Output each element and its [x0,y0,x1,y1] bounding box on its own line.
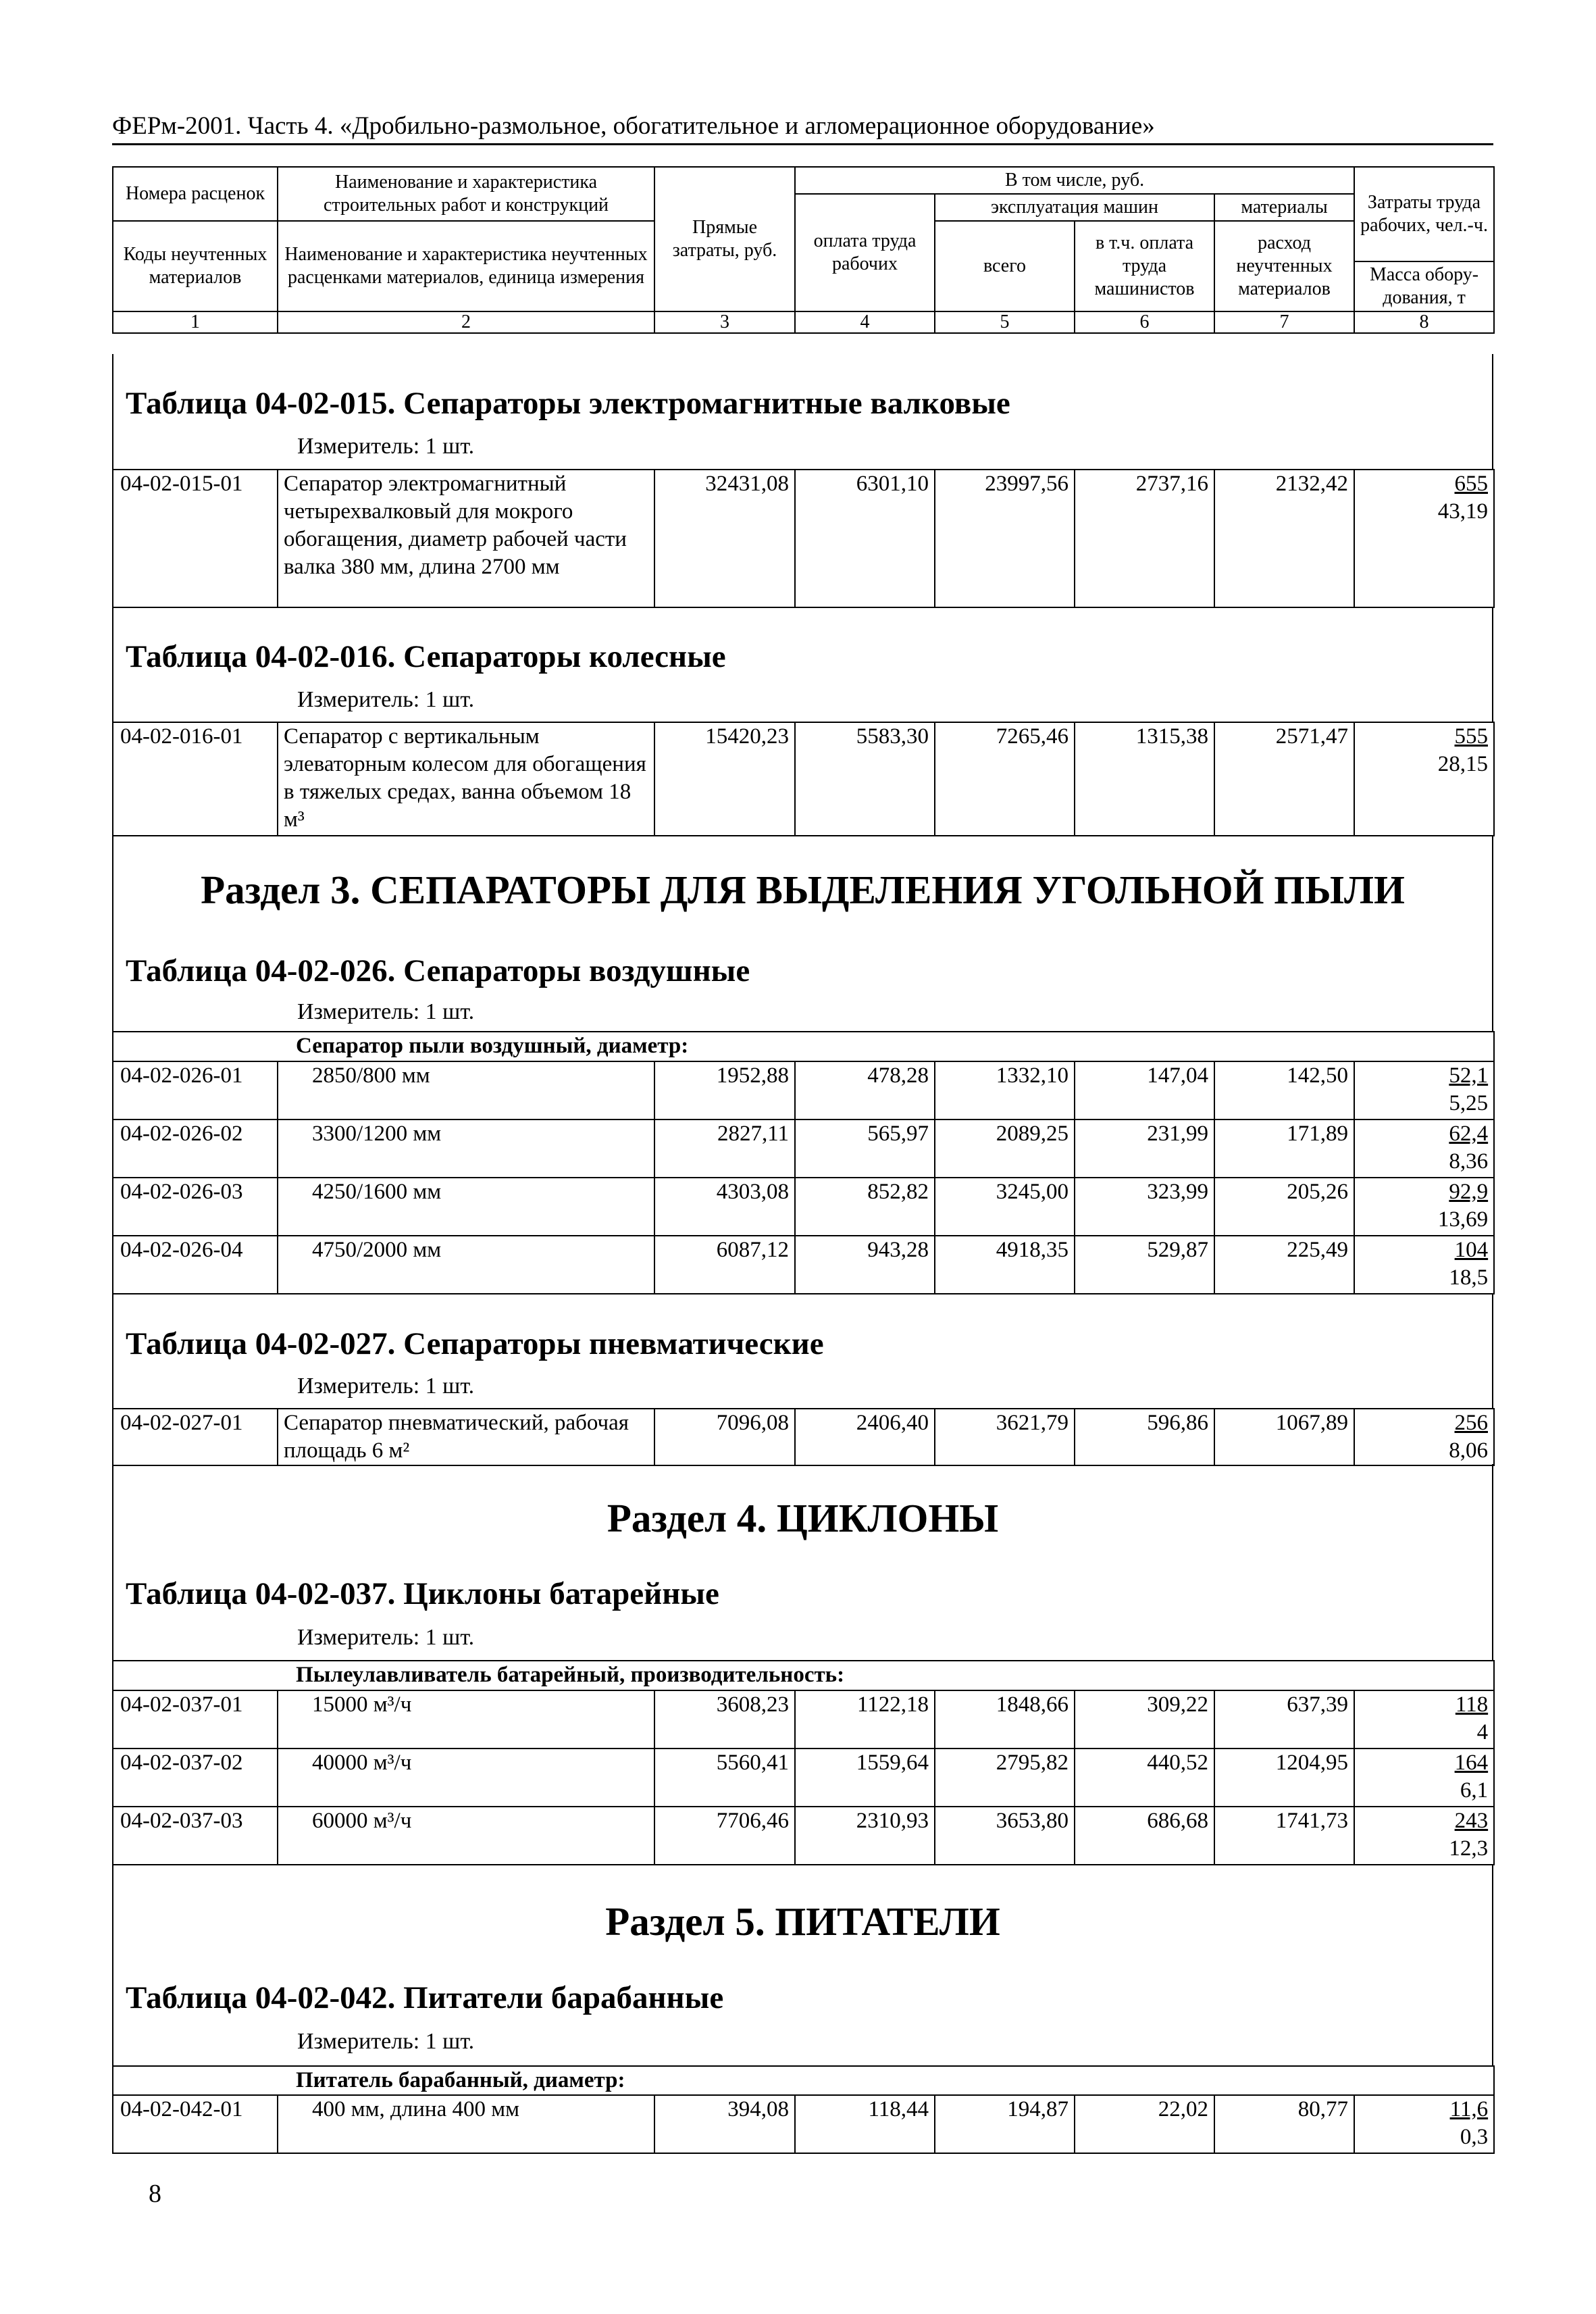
direct-costs: 5560,41 [654,1749,795,1807]
measure-unit: Измеритель: 1 шт. [297,1625,475,1650]
driver-pay: 323,99 [1075,1178,1214,1236]
driver-pay: 440,52 [1075,1749,1214,1807]
rate-code: 04-02-037-03 [113,1807,278,1865]
table-title: Таблица 04-02-015. Сепараторы электромагнитные валковые [126,386,1010,421]
column-number: 4 [795,311,935,333]
column-number: 8 [1354,311,1494,333]
direct-costs: 7706,46 [654,1807,795,1865]
section-heading: Раздел 4. ЦИКЛОНЫ [607,1496,999,1540]
labor-value: 52,1 [1449,1063,1489,1088]
table-row [113,1690,1494,1749]
driver-pay: 529,87 [1075,1236,1214,1294]
labor-value: 104 [1454,1238,1489,1262]
worker-pay: 1559,64 [795,1749,935,1807]
mass-value: 5,25 [1449,1091,1489,1115]
driver-pay: 596,86 [1075,1409,1214,1465]
labor-mass-cell [1354,1061,1494,1120]
labor-mass-cell [1354,2095,1494,2153]
direct-costs: 2827,11 [654,1120,795,1178]
table-title: Таблица 04-02-027. Сепараторы пневматические [126,1326,824,1361]
header-col2-bottom: Наименование и характеристика неучтенных расценками материалов, единица измерения [278,221,654,311]
column-number: 2 [278,311,654,333]
column-number: 1 [113,311,278,333]
table-row [113,1807,1494,1865]
machine-total: 3653,80 [935,1807,1075,1865]
group-subheader: Сепаратор пыли воздушный, диаметр: [113,1032,1494,1061]
rate-code: 04-02-016-01 [113,722,278,836]
column-number: 3 [654,311,795,333]
mass-value: 43,19 [1437,499,1488,524]
header-vsego: всего [935,221,1075,311]
mass-value: 18,5 [1449,1265,1489,1290]
header-machines: эксплуатация машин [935,194,1214,221]
worker-pay: 2310,93 [795,1807,935,1865]
table-row [113,1061,1494,1120]
materials-cost: 637,39 [1214,1690,1354,1749]
group-subheader-row [113,2066,1494,2095]
header-col1-top: Номера расценок [113,167,278,221]
rate-name: 3300/1200 мм [278,1120,654,1178]
column-header-table [112,166,1495,334]
mass-value: 8,06 [1449,1438,1488,1463]
labor-value: 243 [1454,1809,1489,1833]
data-table [112,1408,1495,1466]
mass-value: 0,3 [1460,2125,1489,2149]
rate-code: 04-02-026-03 [113,1178,278,1236]
data-table [112,469,1495,608]
rate-code: 04-02-026-04 [113,1236,278,1294]
driver-pay: 147,04 [1075,1061,1214,1120]
labor-mass-cell [1354,1120,1494,1178]
materials-cost: 205,26 [1214,1178,1354,1236]
mass-value: 13,69 [1437,1207,1489,1232]
worker-pay: 6301,10 [795,470,935,607]
machine-total: 7265,46 [935,722,1075,836]
column-number: 7 [1214,311,1354,333]
labor-value: 118 [1455,1692,1489,1717]
data-table [112,1660,1495,1865]
table-row [113,1178,1494,1236]
table-row [113,2095,1494,2153]
direct-costs: 394,08 [654,2095,795,2153]
table-title: Таблица 04-02-016. Сепараторы колесные [126,639,726,674]
worker-pay: 1122,18 [795,1690,935,1749]
header-zatraty: Затраты труда рабочих, чел.-ч. [1354,167,1494,261]
direct-costs: 15420,23 [654,722,795,836]
mass-value: 4 [1476,1720,1489,1744]
driver-pay: 231,99 [1075,1120,1214,1178]
header-rashod: расход неучтенных материалов [1214,221,1354,311]
rate-code: 04-02-042-01 [113,2095,278,2153]
rate-code: 04-02-026-01 [113,1061,278,1120]
driver-pay: 309,22 [1075,1690,1214,1749]
labor-value: 655 [1454,472,1488,496]
header-col3: Прямые затраты, руб. [654,167,795,311]
materials-cost: 142,50 [1214,1061,1354,1120]
materials-cost: 171,89 [1214,1120,1354,1178]
machine-total: 1848,66 [935,1690,1075,1749]
rate-name: 4250/1600 мм [278,1178,654,1236]
group-subheader: Пылеулавливатель батарейный, производительность: [113,1661,1494,1690]
machine-total: 2795,82 [935,1749,1075,1807]
running-title: ФЕРм-2001. Часть 4. «Дробильно-размольное, обогатительное и агломерационное оборудование» [112,112,1155,140]
direct-costs: 7096,08 [654,1409,795,1465]
labor-mass-cell [1354,1409,1494,1465]
rate-name: Сепаратор с вертикальным элеваторным колесом для обогащения в тяжелых средах, ванна объемом 18 м³ [278,722,654,836]
labor-value: 256 [1454,1411,1488,1435]
table-row [113,722,1494,836]
worker-pay: 852,82 [795,1178,935,1236]
header-materials: материалы [1214,194,1354,221]
page-number: 8 [149,2180,161,2208]
rate-name: 40000 м³/ч [278,1749,654,1807]
table-title: Таблица 04-02-026. Сепараторы воздушные [126,953,750,988]
table-row [113,1749,1494,1807]
labor-value: 164 [1454,1751,1489,1775]
rate-name: 400 мм, длина 400 мм [278,2095,654,2153]
data-table [112,2065,1495,2154]
labor-mass-cell [1354,1749,1494,1807]
direct-costs: 6087,12 [654,1236,795,1294]
measure-unit: Измеритель: 1 шт. [297,1374,475,1399]
header-oplata: оплата труда рабочих [795,194,935,311]
machine-total: 2089,25 [935,1120,1075,1178]
worker-pay: 118,44 [795,2095,935,2153]
header-vtch: в т.ч. оплата труда машинистов [1075,221,1214,311]
header-rule [112,143,1493,145]
rate-code: 04-02-015-01 [113,470,278,607]
materials-cost: 225,49 [1214,1236,1354,1294]
measure-unit: Измеритель: 1 шт. [297,434,475,459]
labor-mass-cell [1354,722,1494,836]
group-subheader-row [113,1661,1494,1690]
worker-pay: 943,28 [795,1236,935,1294]
machine-total: 3621,79 [935,1409,1075,1465]
materials-cost: 1204,95 [1214,1749,1354,1807]
mass-value: 8,36 [1449,1149,1489,1174]
machine-total: 194,87 [935,2095,1075,2153]
driver-pay: 686,68 [1075,1807,1214,1865]
machine-total: 4918,35 [935,1236,1075,1294]
measure-unit: Измеритель: 1 шт. [297,2029,475,2054]
materials-cost: 1741,73 [1214,1807,1354,1865]
worker-pay: 5583,30 [795,722,935,836]
data-table [112,1031,1495,1294]
rate-name: Сепаратор электромагнитный четырехвалковый для мокрого обогащения, диаметр рабочей части валка 380 мм, длина 2700 мм [278,470,654,607]
labor-mass-cell [1354,1236,1494,1294]
worker-pay: 478,28 [795,1061,935,1120]
table-row [113,1120,1494,1178]
table-title: Таблица 04-02-042. Питатели барабанные [126,1980,724,2015]
header-including: В том числе, руб. [795,167,1354,194]
rate-name: 2850/800 мм [278,1061,654,1120]
mass-value: 6,1 [1460,1778,1489,1803]
driver-pay: 1315,38 [1075,722,1214,836]
machine-total: 1332,10 [935,1061,1075,1120]
direct-costs: 3608,23 [654,1690,795,1749]
driver-pay: 2737,16 [1075,470,1214,607]
driver-pay: 22,02 [1075,2095,1214,2153]
rate-code: 04-02-026-02 [113,1120,278,1178]
header-col2-top: Наименование и характеристика строительных работ и конструкций [278,167,654,221]
data-table [112,722,1495,836]
section-heading: Раздел 3. СЕПАРАТОРЫ ДЛЯ ВЫДЕЛЕНИЯ УГОЛЬНОЙ ПЫЛИ [201,867,1405,912]
group-subheader: Питатель барабанный, диаметр: [113,2066,1494,2095]
header-massa: Масса обору-дования, т [1354,261,1494,311]
direct-costs: 4303,08 [654,1178,795,1236]
measure-unit: Измеритель: 1 шт. [297,999,475,1024]
column-number: 5 [935,311,1075,333]
direct-costs: 32431,08 [654,470,795,607]
table-title: Таблица 04-02-037. Циклоны батарейные [126,1576,719,1611]
labor-value: 62,4 [1449,1122,1489,1146]
measure-unit: Измеритель: 1 шт. [297,687,475,712]
materials-cost: 1067,89 [1214,1409,1354,1465]
table-row [113,1236,1494,1294]
worker-pay: 2406,40 [795,1409,935,1465]
mass-value: 12,3 [1449,1836,1489,1861]
rate-code: 04-02-037-01 [113,1690,278,1749]
materials-cost: 2132,42 [1214,470,1354,607]
rate-name: 15000 м³/ч [278,1690,654,1749]
labor-mass-cell [1354,1178,1494,1236]
header-col1-bottom: Коды неучтенных материалов [113,221,278,311]
mass-value: 28,15 [1437,752,1488,776]
labor-value: 555 [1454,724,1488,749]
rate-code: 04-02-037-02 [113,1749,278,1807]
rate-name: 60000 м³/ч [278,1807,654,1865]
machine-total: 23997,56 [935,470,1075,607]
rate-name: 4750/2000 мм [278,1236,654,1294]
machine-total: 3245,00 [935,1178,1075,1236]
group-subheader-row [113,1032,1494,1061]
direct-costs: 1952,88 [654,1061,795,1120]
labor-value: 92,9 [1449,1180,1489,1204]
materials-cost: 80,77 [1214,2095,1354,2153]
rate-code: 04-02-027-01 [113,1409,278,1465]
table-row [113,470,1494,607]
labor-value: 11,6 [1449,2097,1489,2121]
labor-mass-cell [1354,470,1494,607]
rate-name: Сепаратор пневматический, рабочая площадь 6 м² [278,1409,654,1465]
materials-cost: 2571,47 [1214,722,1354,836]
labor-mass-cell [1354,1807,1494,1865]
column-number: 6 [1075,311,1214,333]
labor-mass-cell [1354,1690,1494,1749]
worker-pay: 565,97 [795,1120,935,1178]
section-heading: Раздел 5. ПИТАТЕЛИ [605,1899,1000,1944]
table-row [113,1409,1494,1465]
